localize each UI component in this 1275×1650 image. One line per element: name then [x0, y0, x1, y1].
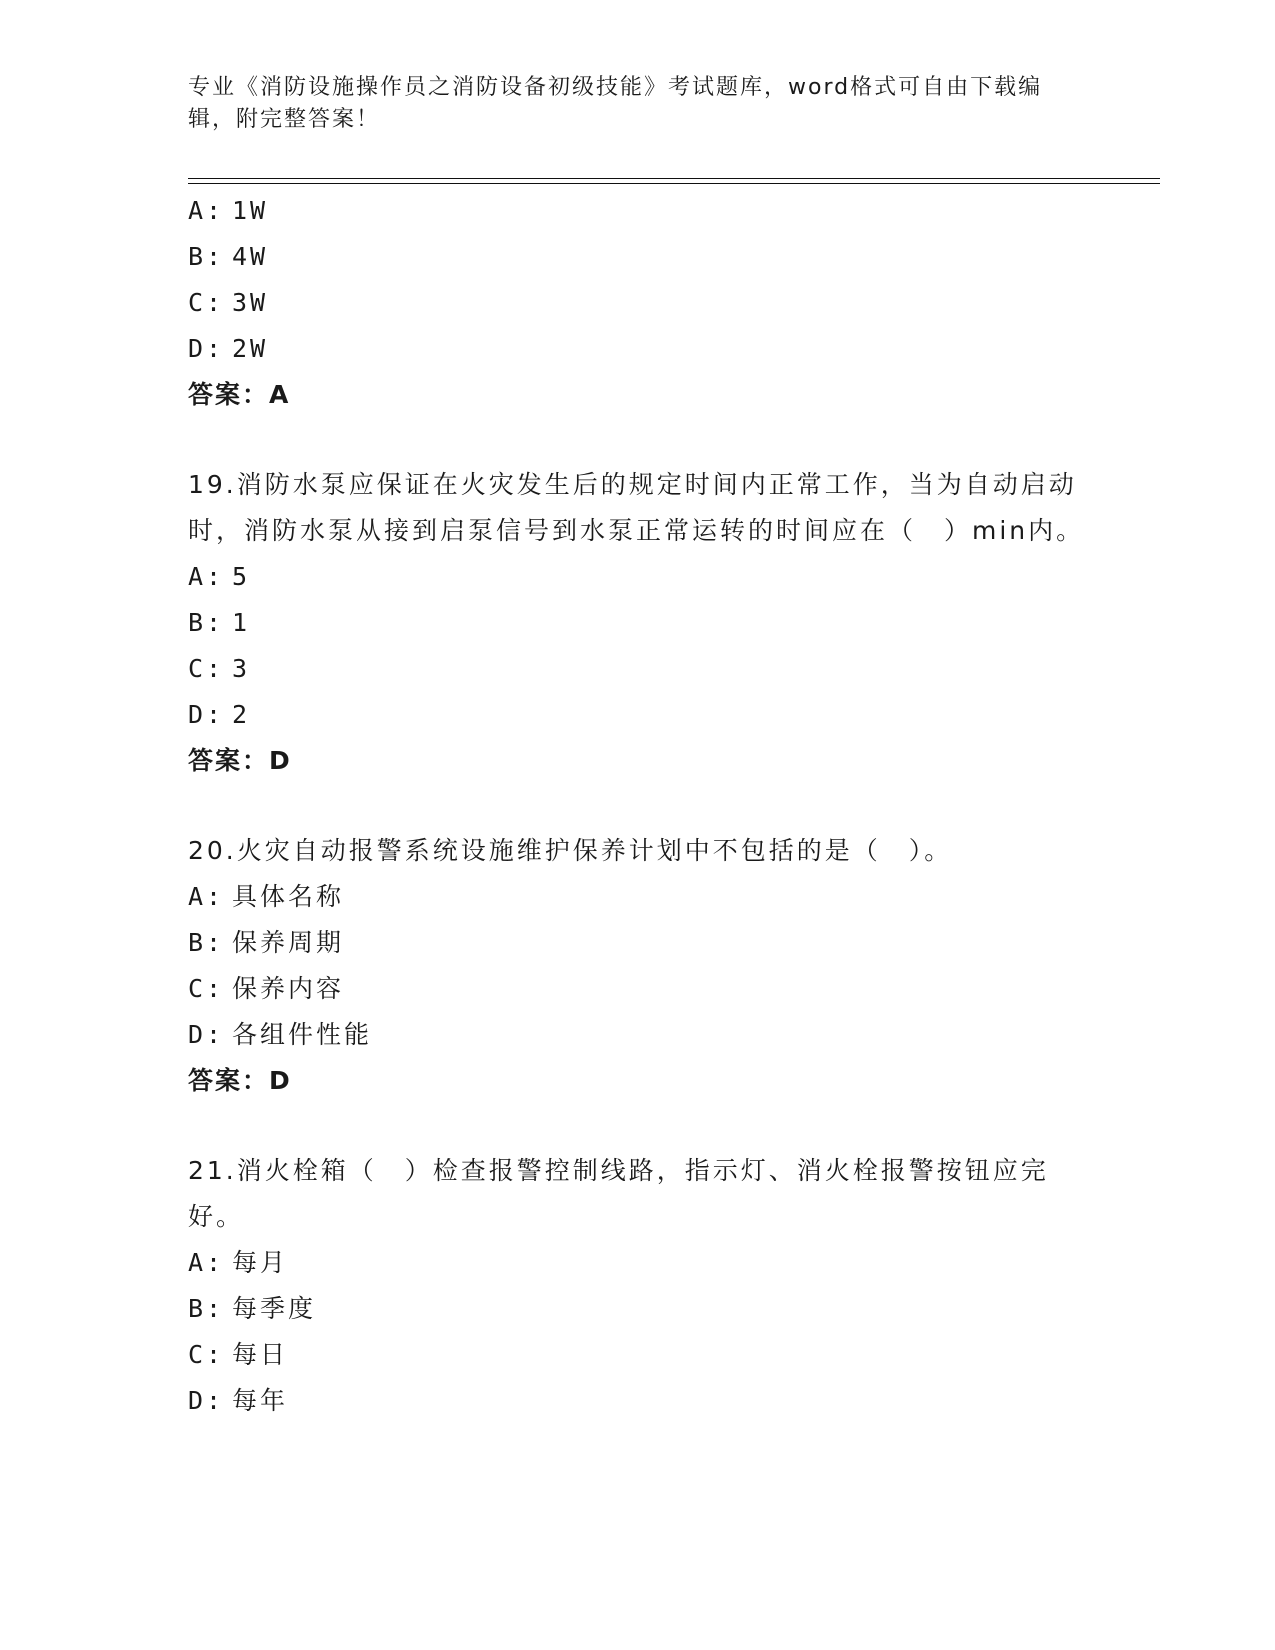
option-c: C: 3W [188, 288, 269, 317]
option-b: B: 保养周期 [188, 928, 345, 957]
option-a: A: 1W [188, 196, 269, 225]
question-text: 19.消防水泵应保证在火灾发生后的规定时间内正常工作，当为自动启动时，消防水泵从接到启泵信号到水泵正常运转的时间应在（ ）min内。 [188, 470, 1085, 545]
question-21 [188, 1148, 1088, 1424]
option-d: D: 2W [188, 334, 269, 363]
option-d: D: 各组件性能 [188, 1020, 373, 1049]
option-c: C: 每日 [188, 1340, 289, 1369]
option-a: A: 每月 [188, 1248, 289, 1277]
question-text: 20.火灾自动报警系统设施维护保养计划中不包括的是（ ）。 [188, 836, 953, 865]
option-b: B: 1 [188, 608, 251, 637]
answer-line: 答案：D [188, 746, 292, 775]
answer-line: 答案：A [188, 380, 291, 409]
question-19 [188, 462, 1088, 784]
option-a: A: 5 [188, 562, 251, 591]
header-divider-bottom [188, 183, 1160, 184]
question-text: 21.消火栓箱（ ）检查报警控制线路，指示灯、消火栓报警按钮应完好。 [188, 1156, 1049, 1231]
option-b: B: 每季度 [188, 1294, 317, 1323]
header-divider-top [188, 178, 1160, 179]
option-d: D: 每年 [188, 1386, 289, 1415]
option-a: A: 具体名称 [188, 882, 345, 911]
option-d: D: 2 [188, 700, 251, 729]
option-b: B: 4W [188, 242, 269, 271]
option-c: C: 保养内容 [188, 974, 345, 1003]
question-20 [188, 828, 1088, 1104]
document-header [188, 72, 1068, 136]
option-c: C: 3 [188, 654, 251, 683]
question-18-continued [188, 188, 1088, 418]
answer-line: 答案：D [188, 1066, 292, 1095]
header-text: 专业《消防设施操作员之消防设备初级技能》考试题库，word格式可自由下载编辑，附完整答案！ [188, 75, 1043, 132]
question-list [188, 188, 1088, 1424]
